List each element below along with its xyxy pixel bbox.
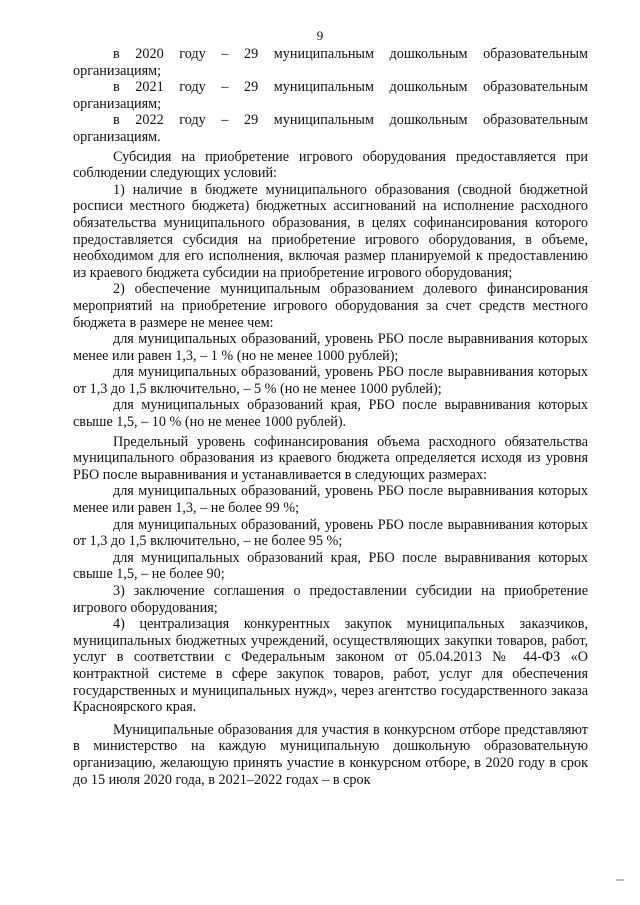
paragraph-condition-4: 4) централизация конкурентных закупок муниципальных заказчиков, муниципальных бюджетных учреждений, осуществляющих закупки товаров, работ, услуг в соответствии с Федеральным законом от 05.04.2013 № 44-ФЗ «О контрактной системе в сфере закупок товаров, работ, услуг для обеспечения государственных и муниципальных нужд», через агентство государственного заказа Красноярского края.: [73, 616, 588, 716]
paragraph-max-co-financing-1: для муниципальных образований, уровень РБО после выравнивания которых менее или равен 1,3, – не более 99 %;: [73, 483, 588, 517]
paragraph-funding-2021: в 2021 году – 29 муниципальным дошкольным образовательным организациям;: [73, 79, 588, 112]
paragraph-funding-2022: в 2022 году – 29 муниципальным дошкольным образовательным организациям.: [73, 112, 588, 145]
paragraph-competition-submission: Муниципальные образования для участия в конкурсном отборе представляют в министерство на каждую муниципальную дошкольную образовательную организацию, желающую принять участие в конкурсном отборе, в 2020 году в срок до 15 июля 2020 года, в 2021–2022 годах – в срок: [73, 721, 588, 788]
paragraph-condition-1: 1) наличие в бюджете муниципального образования (сводной бюджетной росписи местного бюджета) бюджетных ассигнований на исполнение расходного обязательства муниципального образования, в целях софинансирования которого предоставляется субсидия на приобретение игрового оборудования, в объеме, необходимом для его исполнения, включая размер планируемой к предоставлению из краевого бюджета субсидии на приобретение игрового оборудования;: [73, 181, 588, 281]
paragraph-co-financing-rate-2: для муниципальных образований, уровень РБО после выравнивания которых от 1,3 до 1,5 включительно, – 5 % (но не менее 1000 рублей);: [73, 364, 588, 397]
paragraph-co-financing-rate-3: для муниципальных образований края, РБО после выравнивания которых свыше 1,5, – 10 % (но не менее 1000 рублей).: [73, 397, 588, 431]
paragraph-max-co-financing-intro: Предельный уровень софинансирования объема расходного обязательства муниципального образования из краевого бюджета определяется исходя из уровня РБО после выравнивания и устанавливается в следующих размерах:: [73, 433, 588, 483]
paragraph-max-co-financing-2: для муниципальных образований, уровень РБО после выравнивания которых от 1,3 до 1,5 включительно, – не более 95 %;: [73, 516, 588, 550]
paragraph-funding-2020: в 2020 году – 29 муниципальным дошкольным образовательным организациям;: [73, 46, 588, 79]
paragraph-subsidy-conditions-intro: Субсидия на приобретение игрового оборудования предоставляется при соблюдении следующих условий:: [73, 148, 588, 182]
paragraph-condition-2: 2) обеспечение муниципальным образованием долевого финансирования мероприятий на приобретение игрового оборудования за счет средств местного бюджета в размере не менее чем:: [73, 281, 588, 331]
document-body: [73, 46, 588, 788]
paragraph-max-co-financing-3: для муниципальных образований края, РБО после выравнивания которых свыше 1,5, – не более 90;: [73, 549, 588, 583]
page-number: 9: [316, 28, 324, 43]
paragraph-condition-3: 3) заключение соглашения о предоставлении субсидии на приобретение игрового оборудования;: [73, 583, 588, 616]
paragraph-co-financing-rate-1: для муниципальных образований, уровень РБО после выравнивания которых менее или равен 1,3, – 1 % (но не менее 1000 рублей);: [73, 331, 588, 364]
scan-mark: [616, 879, 624, 881]
